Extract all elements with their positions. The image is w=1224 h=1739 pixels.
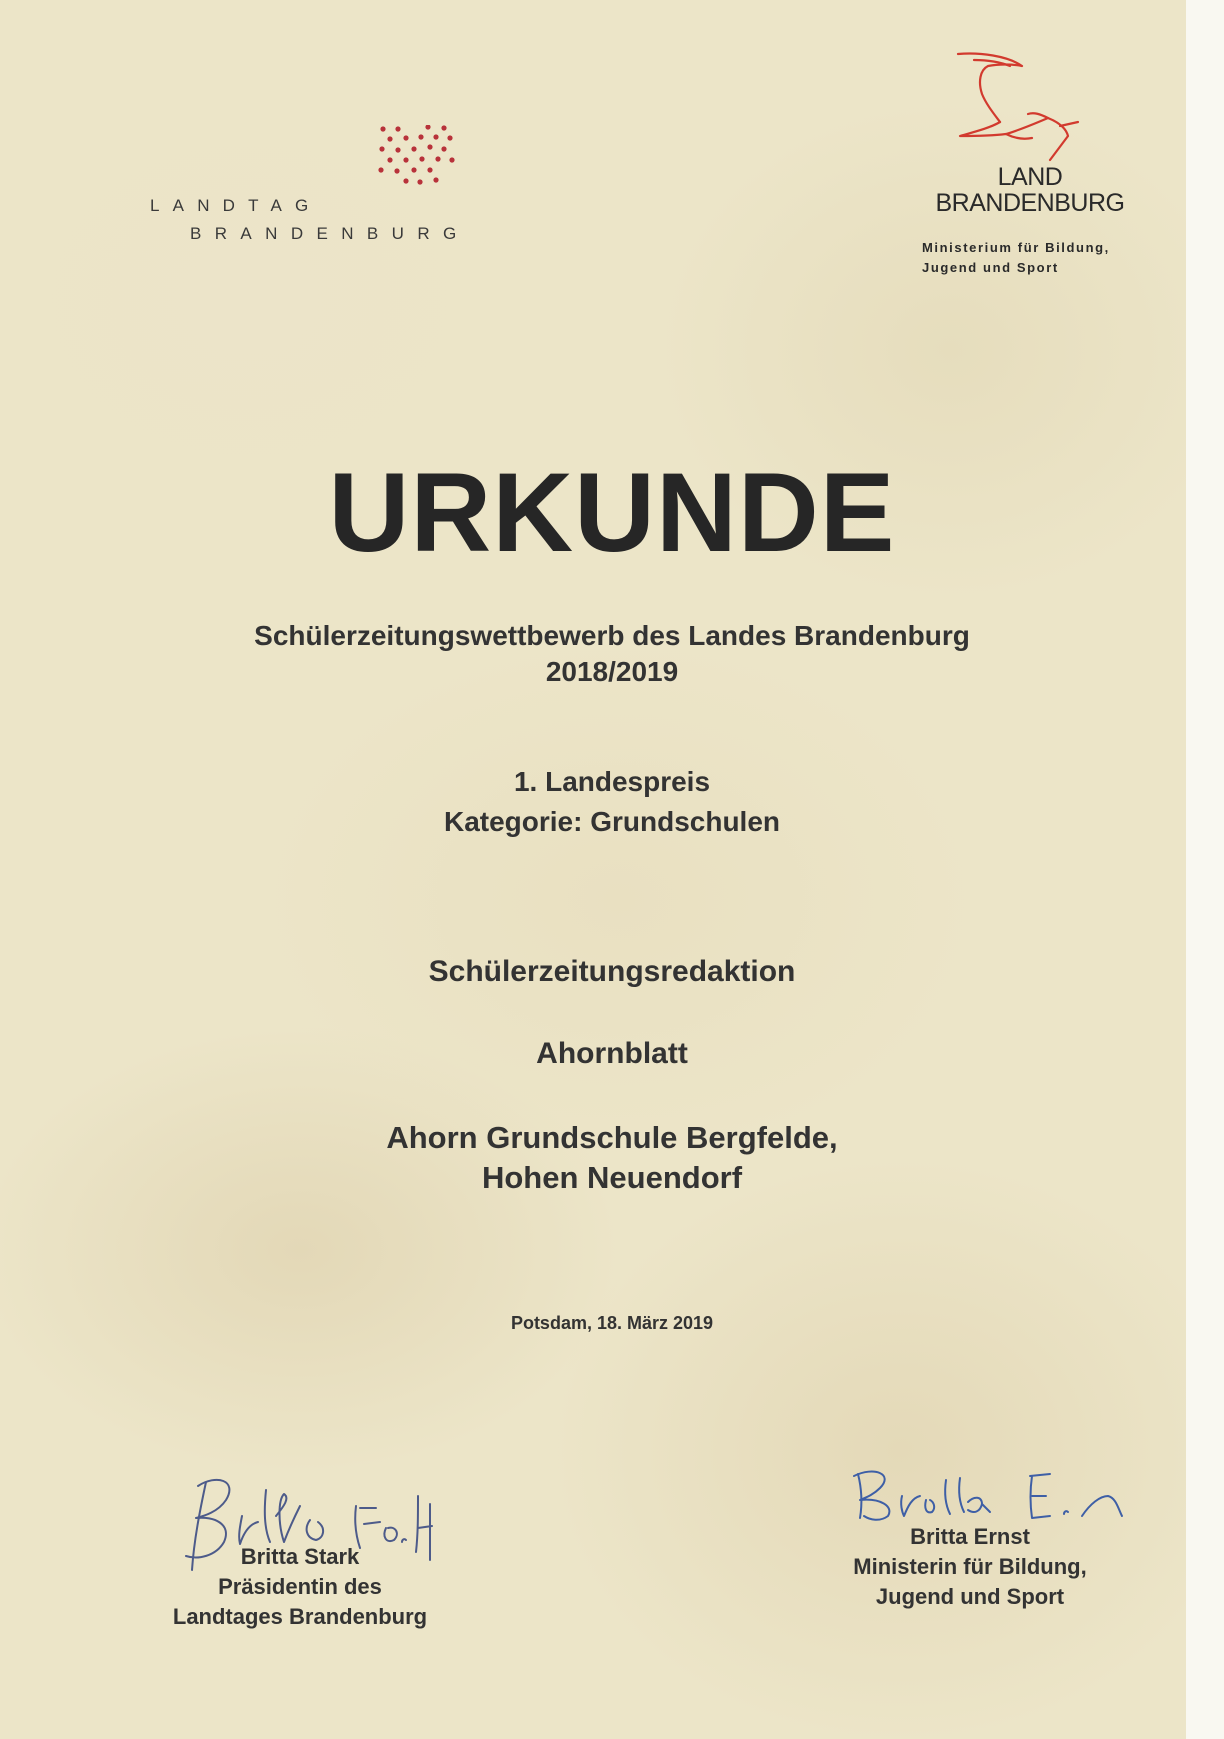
competition-name: Schülerzeitungswettbewerb des Landes Brandenburg — [254, 620, 970, 651]
recipient-label: Schülerzeitungsredaktion — [428, 955, 796, 988]
signatory-right-role2: Jugend und Sport — [875, 1584, 1065, 1609]
signatory-left — [140, 1542, 460, 1632]
school-name: Ahorn Grundschule Bergfelde, — [386, 1120, 838, 1155]
competition-heading — [0, 618, 1224, 690]
ministry-logo-text — [922, 238, 1162, 278]
award-block — [0, 762, 1224, 842]
signatory-right — [800, 1522, 1140, 1612]
signatory-right-name: Britta Ernst — [910, 1524, 1030, 1549]
category-label: Kategorie: Grundschulen — [443, 806, 781, 837]
landtag-logo-text — [150, 192, 490, 248]
land-brandenburg-logo-text — [920, 164, 1140, 216]
land-line1: LAND — [997, 163, 1063, 191]
paper-edge — [1186, 0, 1224, 1739]
signatory-left-role1: Präsidentin des — [218, 1574, 382, 1599]
place-date: Potsdam, 18. März 2019 — [510, 1313, 714, 1333]
competition-year: 2018/2019 — [545, 656, 679, 687]
newspaper-name: Ahornblatt — [536, 1037, 688, 1070]
landtag-dots-logo — [378, 125, 458, 195]
school-town: Hohen Neuendorf — [481, 1160, 743, 1195]
landtag-line1: LANDTAG — [150, 196, 322, 215]
ministry-line2: Jugend und Sport — [922, 260, 1059, 275]
land-line2: BRANDENBURG — [935, 189, 1125, 217]
prize-label: 1. Landespreis — [513, 766, 711, 797]
signature-right — [850, 1460, 1150, 1530]
eagle-icon — [950, 52, 1090, 172]
signatory-left-role2: Landtages Brandenburg — [172, 1604, 428, 1629]
signatory-right-role1: Ministerin für Bildung, — [853, 1554, 1087, 1579]
signatory-left-name: Britta Stark — [240, 1544, 360, 1569]
ministry-line1: Ministerium für Bildung, — [922, 240, 1110, 255]
certificate-title: URKUNDE — [328, 450, 896, 575]
school-block — [0, 1118, 1224, 1198]
landtag-line2: BRANDENBURG — [190, 224, 470, 243]
